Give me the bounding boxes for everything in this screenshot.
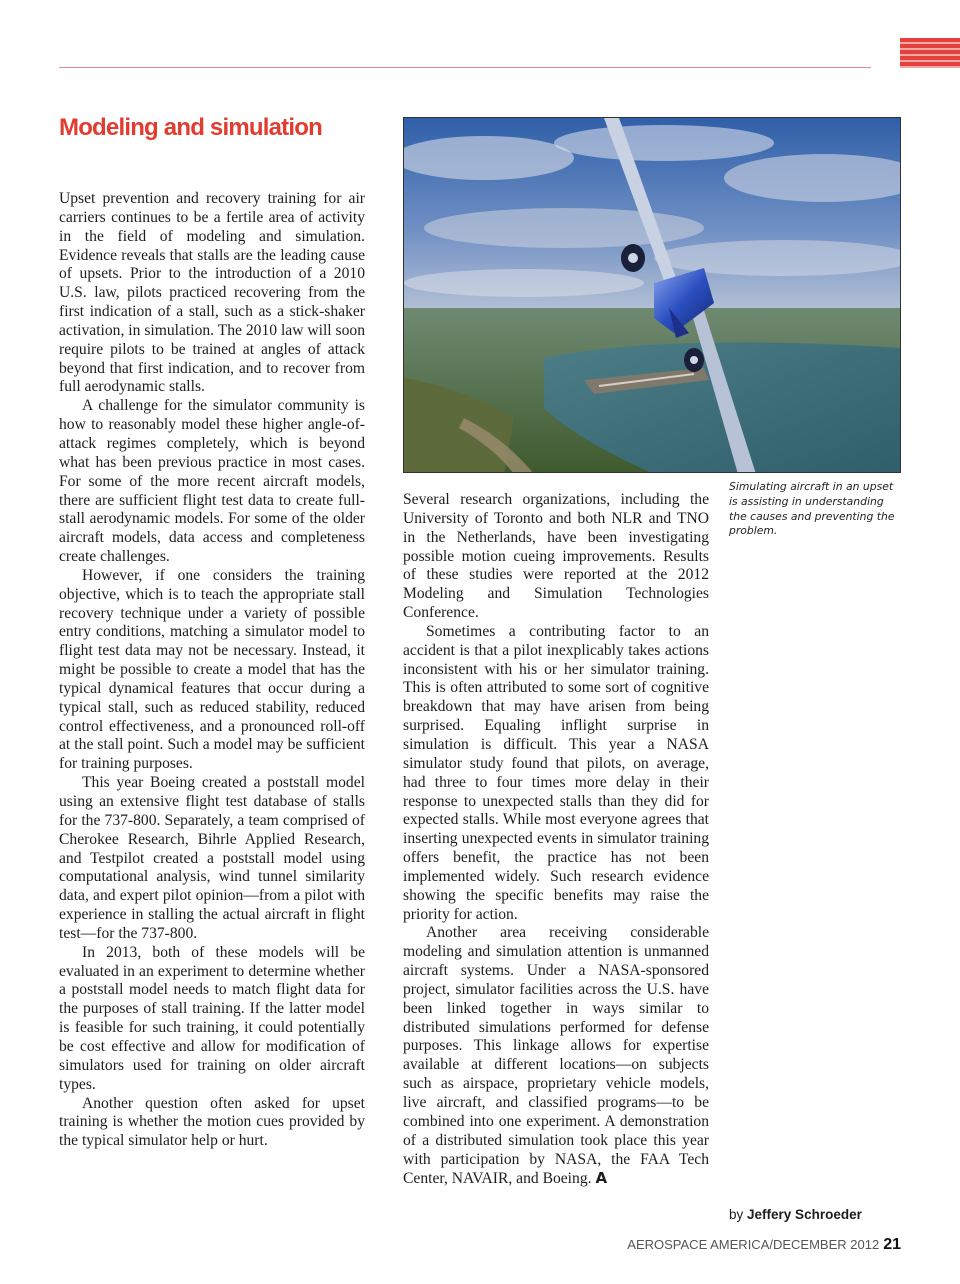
paragraph: Another question often asked for upset training is whether the motion cues provided by the typical simulator help or hurt. — [59, 1094, 365, 1150]
page-footer — [627, 1236, 901, 1254]
header-rule — [59, 67, 871, 68]
paragraph: In 2013, both of these models will be evaluated in an experiment to determine whether a poststall model needs to match flight data for the purposes of stall training. If the latter model is feasible for such training, it could potentially be cost effective and allow for modification of simulators used for training on older aircraft types. — [59, 943, 365, 1093]
paragraph: Upset prevention and recovery training for air carriers continues to be a fertile area of activity in the field of modeling and simulation. Evidence reveals that stalls are the leading cause of upsets. Prior to the introduction of a 2010 U.S. law, pilots practiced recovering from the first indication of a stall, such as a stick-shaker activation, in simulation. The 2010 law will soon require pilots to be trained at angles of attack beyond that first indication, and to recover from full aerodynamic stalls. — [59, 190, 365, 396]
paragraph — [403, 924, 709, 1189]
section-title: Modeling and simulation — [59, 114, 322, 141]
byline-prefix: by — [729, 1207, 744, 1222]
aircraft-simulation-image — [404, 118, 901, 473]
paragraph: Several research organizations, including the University of Toronto and both NLR and TNO in the Netherlands, have been investigating possible motion cueing improvements. Results of these studies were reported at the 2012 Modeling and Simulation Technologies Conference. — [403, 491, 709, 622]
paragraph: Sometimes a contributing factor to an accident is that a pilot inexplicably takes actions inconsistent with his or her simulator training. This is often attributed to some sort of cognitive breakdown that may have arisen from being surprised. Equaling inflight surprise in simulation is difficult. This year a NASA simulator study found that pilots, on average, had three to four times more delay in their response to unexpected stalls than they did for expected stalls. While most everyone agrees that inserting unexpected events in simulator training offers benefit, the practice has not been implemented widely. Such research evidence showing the specific benefits may raise the priority for action. — [403, 622, 709, 923]
byline — [729, 1207, 862, 1222]
paragraph: A challenge for the simulator community is how to reasonably model these higher angle-of-attack regimes completely, which is beyond what has been previous practice in most cases. For some of the more recent aircraft models, there are sufficient flight test data to create full-stall aerodynamic models. For some of the older aircraft models, data access and completeness create challenges. — [59, 397, 365, 566]
author-name: Jeffery Schroeder — [747, 1207, 862, 1222]
article-column-middle — [403, 491, 709, 1189]
end-mark-icon: A — [595, 1169, 608, 1188]
section-tab-marker — [900, 38, 960, 68]
paragraph: However, if one considers the training objective, which is to teach the appropriate stall recovery technique under a variety of possible entry conditions, matching a simulator model to flight test data may not be necessary. Instead, it might be possible to create a model that has the typical dynamical features that occur during a typical stall, such as reduced stability, reduced control effectiveness, and a pronounced roll-off at the stall point. Such a model may be sufficient for training purposes. — [59, 566, 365, 773]
paragraph-text: Another area receiving considerable modeling and simulation attention is unmanned aircraft systems. Under a NASA-sponsored project, simulator facilities across the U.S. have been linked together in ways similar to distributed simulations performed for defense purposes. This linkage allows for expertise available at different locations—on subjects such as airspace, proprietary vehicle models, live aircraft, and classified programs—to be combined into one experiment. A demonstration of a distributed simulation took place this year with participation by NASA, the FAA Tech Center, NAVAIR, and Boeing. — [403, 924, 709, 1188]
figure-caption: Simulating aircraft in an upset is assisting in understanding the causes and preventing the problem. — [729, 480, 895, 538]
upset-aircraft-figure — [403, 117, 901, 473]
page-number: 21 — [883, 1236, 901, 1253]
article-column-left — [59, 190, 365, 1151]
paragraph: This year Boeing created a poststall model using an extensive flight test database of stalls for the 737-800. Separately, a team comprised of Cherokee Research, Bihrle Applied Research, and Testpilot created a poststall model using computational analysis, wind tunnel similarity data, and expert pilot opinion—from a pilot with experience in stalling the actual aircraft in flight test—for the 737-800. — [59, 774, 365, 942]
publication-name: AEROSPACE AMERICA/DECEMBER 2012 — [627, 1237, 880, 1252]
